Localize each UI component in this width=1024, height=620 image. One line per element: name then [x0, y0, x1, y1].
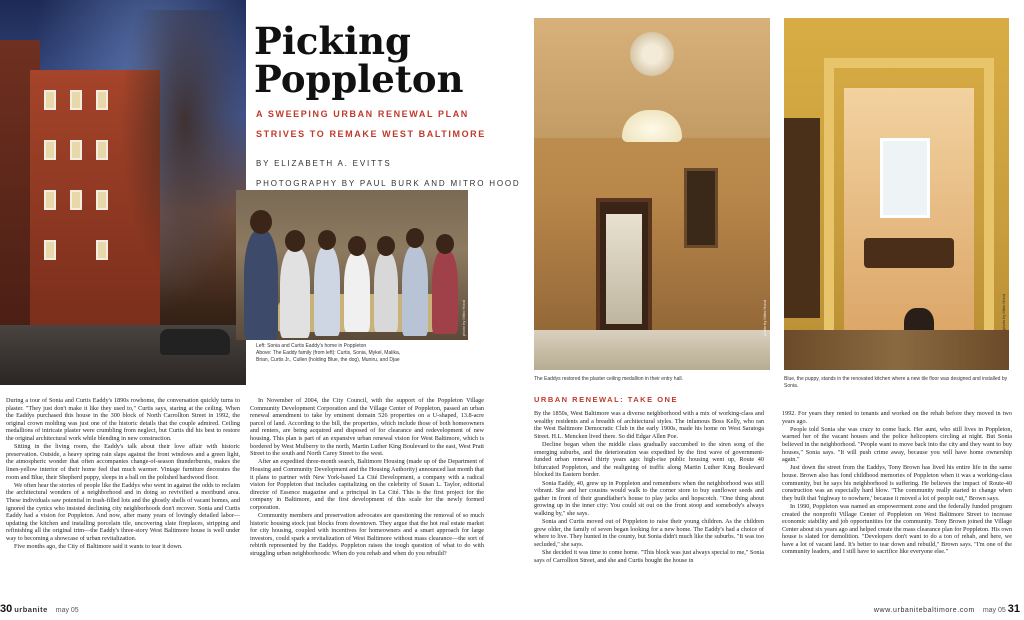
paragraph: Community members and preservation advocates are questioning the removal of so much historic housing stock just blocks from downtown. They argue that the hot real estate market for city housing, coupled with incentives for homeowners and a smart approach for large investors, could spark a revitalization of West Baltimore without mass clearance—the sort of rebirth represented by the Eaddys. Poppleton raises the tough question of what to do with struggling urban neighborhoods: When do you rehab and when do you rebuild?	[250, 512, 484, 558]
body-column-2	[250, 397, 484, 597]
caption-left-line-1: Left: Sonia and Curtis Eaddy's home in Poppleton	[256, 343, 367, 349]
section-heading: URBAN RENEWAL: TAKE ONE	[534, 395, 678, 404]
paragraph: We often hear the stories of people like the Eaddys who went in against the odds to reclaim the architectural wonders of a neighborhood and in doing so revivified a moribund area. These individuals saw potential in trash-filled lots and the ghostly shells of vacant homes, and ignored the cynics who insisted declining city neighborhoods don't recover. Sonia and Curtis Eaddy had a vision for Poppleton. And now, after many years of lovingly detailed labor—updating the kitchen and installing porcelain tile, uncovering slate fireplaces, stripping and refinishing all the original trim—the Eaddy's three-story West Baltimore house is well under way to becoming a showcase of urban revitalization.	[6, 481, 240, 542]
paragraph: Sonia Eaddy, 40, grew up in Poppleton and remembers when the neighborhood was still vibrant. She and her cousins would walk to the corner store to buy sunflower seeds and gather in front of their grandfather's house to play jacks and hopscotch. "One thing about growing up in the inner city: You could sit out on the front stoop and somebody's always walking by," she says.	[534, 479, 764, 517]
family-photo-credit: photo by Mitro Hood	[461, 299, 466, 336]
byline	[256, 154, 526, 194]
page-number-right: 31	[1007, 603, 1020, 615]
hall-photo-credit: photo by Mitro Hood	[762, 299, 767, 336]
issue-date-left: may 05	[55, 607, 79, 614]
paragraph: People told Sonia she was crazy to come back. Her aunt, who still lives in Poppleton, warned her of the vacant houses and the police helicopters circling at night. But Sonia believed in the neighborhood. "People want to move back into the city and they want to buy houses," Sonia says. "It will push crime away, because you will have home ownership again."	[782, 425, 1012, 464]
paragraph: After an expedited three-month search, Baltimore Housing (made up of the Department of Housing and Community Development and the Housing Authority) announced last month that it plans to partner with New York-based La Cité Development, a company with a radical vision for Poppleton that includes capitalizing on the celebrity of Susan L. Taylor, editorial director of Essence magazine and a principal in La Cité. This is the first project for the company in Baltimore, and the first development of this scale for the newly formed corporation.	[250, 458, 484, 511]
footer-left	[0, 603, 79, 615]
paragraph: During a tour of Sonia and Curtis Eaddy's 1890s rowhome, the conversation quickly turns to plaster. "They just don't make it like they used to," Curtis says, staring at the ceiling. When the Eaddys purchased this house in the 300 block of North Carrollton Street in 1992, the original crown molding was just one of the historic details that the couple admired. Ceiling medallions of intricate plaster were crumbling from neglect, but Curtis did his best to restore the original architectural work while blending in new construction.	[6, 397, 240, 442]
title-line-2: Poppleton	[254, 57, 464, 101]
deck-line-2: STRIVES TO REMAKE WEST BALTIMORE	[256, 129, 486, 139]
caption-hall: The Eaddys restored the plaster ceiling medallion in their entry hall.	[534, 376, 683, 382]
paragraph: Decline began when the middle class gradually succumbed to the siren song of the emerging suburbs, and the deterioration was expedited by the first wave of government-funded urban renewal thirty years ago: high-rise public housing went up, Route 40 bifurcated Poppleton, and the realigning of traffic along Martin Luther King Boulevard blocked its Eastern border.	[534, 440, 764, 479]
hero-photo-rowhome	[0, 0, 246, 385]
article-deck	[256, 104, 526, 144]
caption-left-line-3: Brian, Curtis Jr., Cullen (holding Blue, the dog), Muniru, and Djae	[256, 357, 400, 363]
paragraph: In November of 2004, the City Council, with the support of the Poppleton Village Community Development Corporation and the Village Center of Poppleton, passed an urban renewal amendment to take by eminent domain 526 properties on a U-shaped, 13.8-acre parcel of land. According to the bill, the properties, which include those of both homeowners and renters, are being acquired and disposed of for clearance and redevelopment of new housing. This plan is part of an expansive urban renewal vision for West Baltimore, which is bordered by West Mulberry to the north, Martin Luther King Boulevard to the east, West Pratt Street to the south and North Carey Street to the west.	[250, 397, 484, 458]
magazine-name: urbanite	[14, 605, 48, 614]
kitchen-photo-credit: photo by Mitro Hood	[1001, 293, 1006, 330]
paragraph: 1992. For years they rented to tenants and worked on the rehab before they moved in two years ago.	[782, 410, 1012, 425]
deck-line-1: A SWEEPING URBAN RENEWAL PLAN	[256, 109, 469, 119]
body-column-4	[782, 410, 1012, 598]
paragraph: In 1990, Poppleton was named an empowerment zone and the federally funded program created the nonprofit Village Center of Poppleton on West Baltimore Street to increase economic stability and job opportunities for the community. Tony Brown joined the Village Center about six years ago and helped create the mass clearance plan for Poppleton. His own house is slated for demolition. "Developers don't want to do a ton of rehab, and here, we have a lot of vacant land. It's better to tear down and rebuild," Brown says. "I'm one of the community leaders, and I still have to sacrifice like everyone else."	[782, 502, 1012, 556]
body-column-3	[534, 410, 764, 598]
caption-left	[256, 343, 456, 364]
footer-right	[820, 603, 1020, 615]
entry-hall-photo	[534, 18, 770, 370]
page-number-left: 30	[0, 603, 13, 615]
paragraph: She decided it was time to come home. "This block was just always special to me," Sonia says of Carrollton Street, and she and Curtis bought the house in	[534, 549, 764, 564]
paragraph: Sonia and Curtis moved out of Poppleton to raise their young children. As the children grew older, the family of seven began looking for a new home. The Eaddy's had a choice of where to live. They hunted in the county, but Sonia didn't much like the suburbs. "It was too secluded," she says.	[534, 518, 764, 548]
title-line-1: Picking	[254, 19, 411, 63]
caption-kitchen: Blue, the puppy, stands in the renovated kitchen where a new tile floor was designed and installed by Sonia.	[784, 376, 1008, 389]
website-url: www.urbanitebaltimore.com	[873, 607, 975, 614]
byline-photography: PHOTOGRAPHY BY PAUL BURK AND MITRO HOOD	[256, 179, 521, 188]
paragraph: By the 1850s, West Baltimore was a diverse neighborhood with a mix of working-class and wealthy residents and a breadth of architectural styles. The infamous Boss Kelly, who ran the West Baltimore Democratic Club in the early 1900s, made his home on West Saratoga Street. H.L. Mencken lived there. So did Edgar Allen Poe.	[534, 410, 764, 440]
paragraph: Five months ago, the City of Baltimore said it wants to tear it down.	[14, 543, 183, 551]
kitchen-photo	[784, 18, 1009, 370]
caption-left-line-2: Above: The Eaddy family (from left): Curtis, Sonia, Mykel, Malika,	[256, 350, 401, 356]
issue-date-right: may 05	[982, 607, 1006, 614]
family-photo	[236, 190, 468, 340]
article-title	[254, 19, 514, 101]
byline-author: BY ELIZABETH A. EVITTS	[256, 159, 392, 168]
body-column-1	[6, 397, 240, 597]
paragraph: Sitting in the living room, the Eaddy's talk about their love affair with historic preservation. Outside, a heavy spring rain slaps against the front windows and a green light, the atmospheric wonder that often accompanies change-of-season thunderbursts, makes the linen-yellow interior of their home feel that much warmer. Vintage furniture decorates the room and Blue, their Shepherd puppy, sleeps in a ball on the polished hardwood floor.	[6, 443, 240, 481]
paragraph: Just down the street from the Eaddys, Tony Brown has lived his entire life in the same house. Brown also has fond childhood memories of Poppleton when it was a working-class community, but he says his neighborhood is suffering. He believes the impact of Route-40 construction was an especially hard blow. "The community really started to change when they built that 'highway to nowhere,' because it moved a lot of people out," Brown says.	[782, 464, 1012, 502]
